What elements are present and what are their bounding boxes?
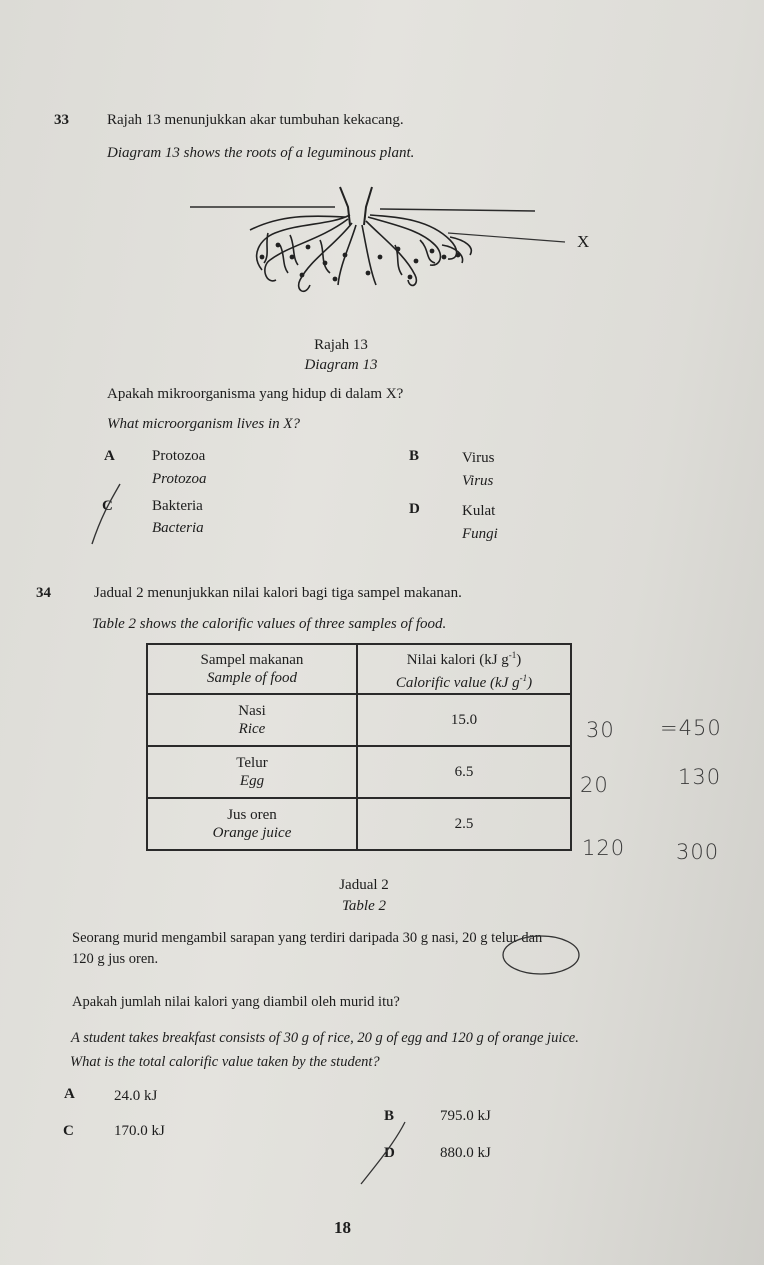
- calorific-table: [146, 643, 572, 851]
- question-33-text-en: Diagram 13 shows the roots of a leguminous plant.: [107, 145, 415, 161]
- handwritten-note: 300: [676, 840, 720, 864]
- question-34-number: 34: [36, 585, 51, 601]
- q33-option-c-ms: Bakteria: [152, 498, 203, 514]
- table-cell-food: Telur Egg: [147, 746, 357, 798]
- handwritten-note: =450: [660, 716, 722, 740]
- handwritten-note: 120: [582, 836, 626, 860]
- q34-option-b-letter[interactable]: B: [384, 1108, 395, 1124]
- table-cell-value: 15.0: [357, 694, 571, 746]
- q33-option-d-ms: Kulat: [462, 503, 496, 519]
- table-header-food: Sampel makanan Sample of food: [147, 644, 357, 694]
- table-header-value: Nilai kalori (kJ $g^{-1}$) Calorific value (kJ $g^{-1}$): [357, 644, 571, 694]
- q34-option-d-value: 880.0 kJ: [440, 1145, 491, 1161]
- root-diagram: [180, 185, 600, 310]
- q33-option-a-ms: Protozoa: [152, 448, 206, 464]
- q33-option-b-letter[interactable]: B: [409, 448, 420, 464]
- question-34-text-ms: Jadual 2 menunjukkan nilai kalori bagi tiga sampel makanan.: [94, 585, 462, 601]
- q34-option-c-value: 170.0 kJ: [114, 1123, 165, 1139]
- q33-option-a-letter[interactable]: A: [104, 448, 115, 464]
- q34-option-a-value: 24.0 kJ: [114, 1088, 158, 1104]
- q34-option-a-letter[interactable]: A: [64, 1086, 75, 1102]
- question-33-ask-ms: Apakah mikroorganisma yang hidup di dalam X?: [107, 386, 404, 402]
- handwritten-note: 20: [580, 773, 609, 797]
- table-cell-value: 2.5: [357, 798, 571, 850]
- table-row: [147, 694, 571, 746]
- q33-option-c-letter[interactable]: C: [102, 498, 113, 514]
- table-row: [147, 798, 571, 850]
- answer-tick-mark: [355, 1118, 415, 1188]
- question-34-scenario-ms-line1: Seorang murid mengambil sarapan yang terdiri daripada 30 g nasi, 20 g telur dan: [72, 930, 543, 946]
- table-caption-ms: Jadual 2: [339, 877, 389, 893]
- handwritten-circle: [499, 932, 583, 978]
- table-caption-en: Table 2: [341, 898, 387, 914]
- q33-option-a-en: Protozoa: [152, 471, 207, 487]
- table-row: [147, 746, 571, 798]
- q33-option-d-en: Fungi: [462, 526, 498, 542]
- q34-option-d-letter[interactable]: D: [384, 1145, 395, 1161]
- question-34-scenario-ms-line2: 120 g jus oren.: [72, 951, 159, 967]
- q34-option-b-value: 795.0 kJ: [440, 1108, 491, 1124]
- diagram-label-x: X: [577, 232, 590, 251]
- table-cell-value: 6.5: [357, 746, 571, 798]
- question-34-ask-ms: Apakah jumlah nilai kalori yang diambil oleh murid itu?: [72, 994, 400, 1010]
- question-34-text-en: Table 2 shows the calorific values of three samples of food.: [92, 616, 447, 632]
- handwritten-note: 130: [678, 765, 722, 789]
- table-cell-food: Jus oren Orange juice: [147, 798, 357, 850]
- diagram-caption-ms: Rajah 13: [314, 337, 368, 353]
- question-33-text-ms: Rajah 13 menunjukkan akar tumbuhan kekacang.: [107, 112, 404, 128]
- question-33-number: 33: [54, 112, 69, 128]
- answer-tick-mark: [88, 480, 128, 550]
- table-header-row: [147, 644, 571, 694]
- q33-option-c-en: Bacteria: [152, 520, 204, 536]
- question-34-scenario-en: A student takes breakfast consists of 30 g of rice, 20 g of egg and 120 g of orange juice.: [71, 1030, 579, 1046]
- question-33-ask-en: What microorganism lives in X?: [107, 416, 301, 432]
- question-34-ask-en: What is the total calorific value taken by the student?: [70, 1054, 380, 1070]
- q34-option-c-letter[interactable]: C: [63, 1123, 74, 1139]
- page-number: 18: [334, 1218, 351, 1237]
- diagram-caption-en: Diagram 13: [304, 357, 378, 373]
- q33-option-d-letter[interactable]: D: [409, 501, 420, 517]
- handwritten-note: 30: [586, 718, 615, 742]
- q33-option-b-ms: Virus: [462, 450, 495, 466]
- table-cell-food: Nasi Rice: [147, 694, 357, 746]
- q33-option-b-en: Virus: [462, 473, 494, 489]
